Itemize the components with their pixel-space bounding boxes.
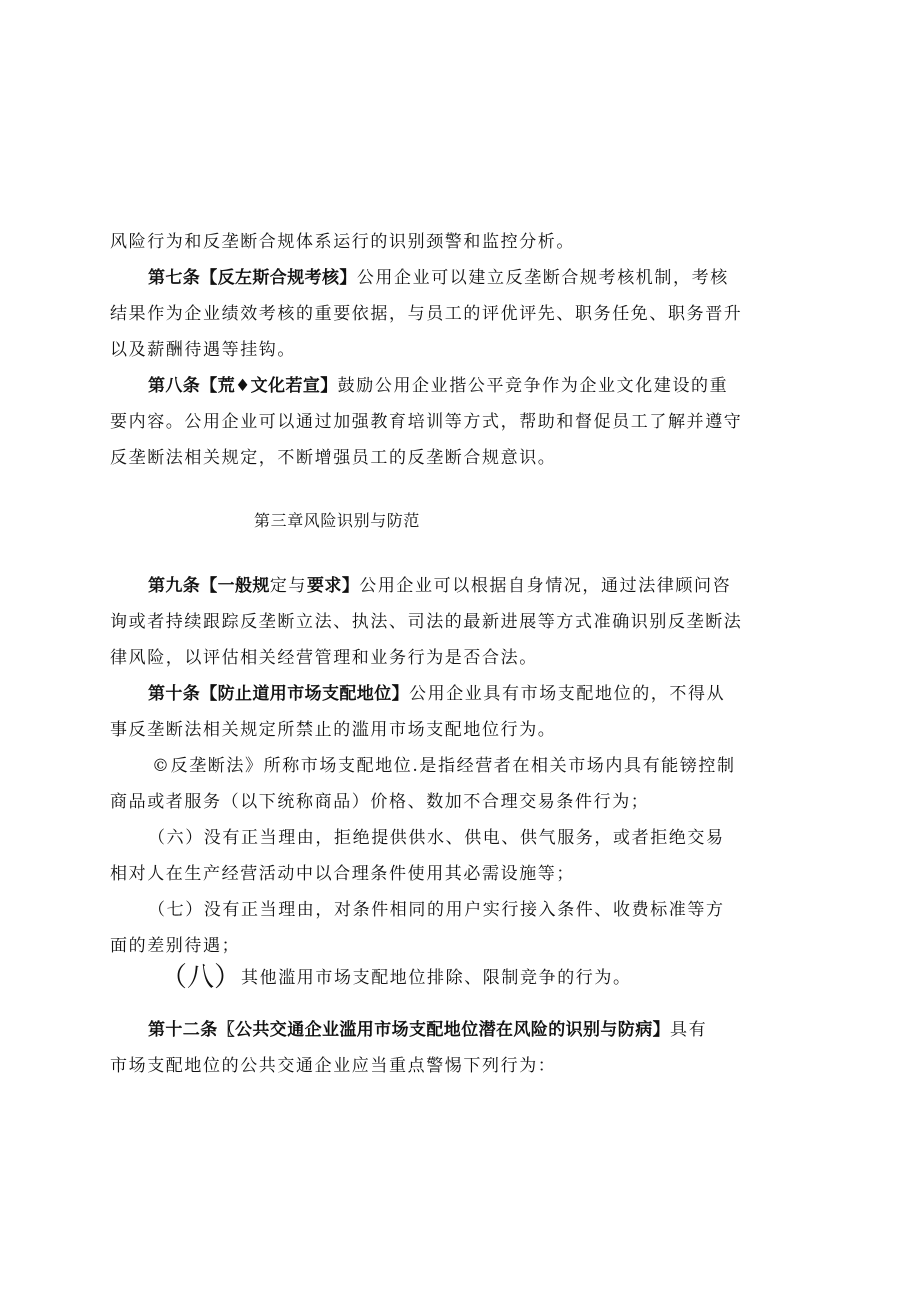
list-item-8-marker: （八）: [160, 962, 241, 993]
list-item-6: （六）没有正当理由，拒绝提供供水、供电、供气服务，或者拒绝交易: [148, 828, 725, 848]
paragraph-line: 反垄断法相关规定，不断增强员工的反垄断合规意识。: [110, 448, 557, 468]
article-12-line: [148, 1018, 707, 1042]
article-8-title: 第八条【荒♦文化若宣】: [148, 376, 338, 396]
paragraph-line: ©反垄断法》所称市场支配地位.是指经营者在相关市场内具有能镑控制: [152, 756, 736, 776]
chapter-heading: 第三章风险识别与防范: [254, 511, 421, 530]
article-7-title: 第七条【反左斯合规考核】: [148, 268, 357, 288]
list-item-8-text: 其他滥用市场支配地位排除、限制竞争的行为。: [241, 968, 632, 988]
paragraph-line: 事反垄断法相关规定所禁止的滥用市场支配地位行为。: [110, 720, 557, 740]
paragraph-line: 要内容。公用企业可以通过加强教育培训等方式，帮助和督促员工了解并遵守: [110, 412, 743, 432]
paragraph-line: 律风险，以评估相关经营管理和业务行为是否合法。: [110, 648, 538, 668]
article-12-text: 具有: [670, 1020, 708, 1040]
article-10-line: [148, 682, 725, 706]
article-8-line: [148, 374, 728, 398]
paragraph-line: 市场支配地位的公共交通企业应当重点警惕下列行为：: [110, 1056, 557, 1076]
paragraph-line: 商品或者服务（以下统称商品）价格、数加不合理交易条件行为；: [110, 792, 650, 812]
article-9-text: 公用企业可以根据自身情况，通过法律顾问咨: [359, 576, 732, 596]
paragraph-line: 风险行为和反垄断合规体系运行的识别颈警和监控分析。: [110, 232, 575, 252]
article-9-title-end: 要求】: [307, 576, 360, 596]
article-9-title-start: 第九条【一般规: [148, 576, 270, 596]
paragraph-line: 结果作为企业绩效考核的重要依据，与员工的评优评先、职务任免、职务晋升: [110, 304, 743, 324]
article-10-text: 公用企业具有市场支配地位的，不得从: [409, 684, 726, 704]
article-10-title: 第十条【防止道用市场支配地位】: [148, 684, 409, 704]
article-7-line: [148, 266, 729, 290]
article-9-line: [148, 574, 731, 598]
paragraph-line: 询或者持续跟踪反垄断立法、执法、司法的最新进展等方式准确识别反垄断法: [110, 612, 743, 632]
paragraph-line: 相对人在生产经营活动中以合理条件使用其必需设施等；: [110, 864, 575, 884]
list-item-8: [160, 962, 632, 993]
paragraph-line: 以及薪酬待遇等挂钩。: [110, 340, 296, 360]
paragraph-line: 面的差别待遇；: [110, 936, 241, 956]
article-9-title-middle: 定与: [269, 576, 308, 596]
article-12-title: 第十二条〖公共交通企业滥用市场支配地位潜在风险的识别与防病】: [148, 1020, 670, 1040]
list-item-7: （七）没有正当理由，对条件相同的用户实行接入条件、收费标准等方: [148, 900, 725, 920]
article-7-text: 公用企业可以建立反垄断合规考核机制，考核: [356, 268, 729, 288]
article-8-text: 鼓励公用企业揩公平竞争作为企业文化建设的重: [337, 376, 729, 396]
